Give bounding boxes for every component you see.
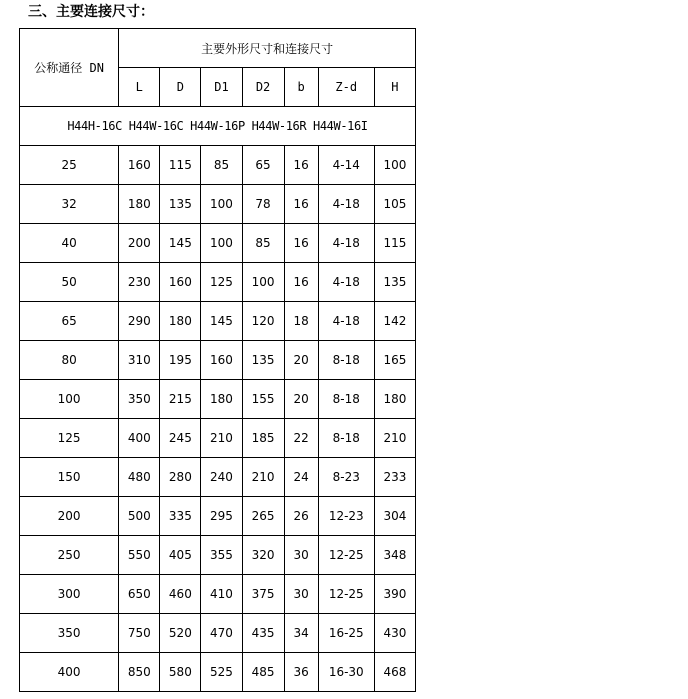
- cell-l: 550: [119, 536, 160, 575]
- cell-dn: 125: [20, 419, 119, 458]
- cell-l: 850: [119, 653, 160, 692]
- column-header-z-d: Z-d: [318, 68, 374, 107]
- cell-h: 348: [374, 536, 415, 575]
- table-row: [20, 614, 416, 653]
- cell-l: 310: [119, 341, 160, 380]
- cell-z-d: 12-23: [318, 497, 374, 536]
- column-header-d: D: [160, 68, 201, 107]
- column-header-h: H: [374, 68, 415, 107]
- cell-h: 115: [374, 224, 415, 263]
- cell-h: 135: [374, 263, 415, 302]
- cell-l: 290: [119, 302, 160, 341]
- cell-dn: 80: [20, 341, 119, 380]
- column-header-b: b: [284, 68, 318, 107]
- cell-d: 335: [160, 497, 201, 536]
- cell-d: 145: [160, 224, 201, 263]
- column-header-d2: D2: [242, 68, 284, 107]
- cell-d2: 210: [242, 458, 284, 497]
- cell-d1: 240: [201, 458, 242, 497]
- cell-b: 36: [284, 653, 318, 692]
- cell-h: 233: [374, 458, 415, 497]
- cell-d1: 355: [201, 536, 242, 575]
- cell-d2: 135: [242, 341, 284, 380]
- column-header-l: L: [119, 68, 160, 107]
- cell-b: 20: [284, 341, 318, 380]
- cell-l: 750: [119, 614, 160, 653]
- cell-z-d: 4-14: [318, 146, 374, 185]
- cell-z-d: 4-18: [318, 302, 374, 341]
- cell-d: 520: [160, 614, 201, 653]
- table-row: [20, 536, 416, 575]
- cell-h: 210: [374, 419, 415, 458]
- cell-d1: 295: [201, 497, 242, 536]
- cell-z-d: 16-25: [318, 614, 374, 653]
- cell-b: 16: [284, 185, 318, 224]
- table-row: [20, 302, 416, 341]
- cell-l: 160: [119, 146, 160, 185]
- cell-h: 390: [374, 575, 415, 614]
- cell-d2: 120: [242, 302, 284, 341]
- column-header-d1: D1: [201, 68, 242, 107]
- cell-dn: 40: [20, 224, 119, 263]
- cell-d: 115: [160, 146, 201, 185]
- cell-b: 18: [284, 302, 318, 341]
- cell-d2: 100: [242, 263, 284, 302]
- cell-z-d: 8-18: [318, 419, 374, 458]
- cell-d2: 265: [242, 497, 284, 536]
- section-title: 三、主要连接尺寸：: [28, 4, 154, 20]
- cell-dn: 300: [20, 575, 119, 614]
- cell-dn: 250: [20, 536, 119, 575]
- table-row: [20, 653, 416, 692]
- cell-d: 580: [160, 653, 201, 692]
- cell-d1: 180: [201, 380, 242, 419]
- cell-d2: 320: [242, 536, 284, 575]
- table-row: [20, 224, 416, 263]
- cell-d2: 185: [242, 419, 284, 458]
- cell-d1: 470: [201, 614, 242, 653]
- cell-l: 230: [119, 263, 160, 302]
- cell-d1: 100: [201, 185, 242, 224]
- table-row: [20, 263, 416, 302]
- cell-b: 16: [284, 224, 318, 263]
- table-row: [20, 497, 416, 536]
- cell-dn: 65: [20, 302, 119, 341]
- cell-z-d: 12-25: [318, 575, 374, 614]
- cell-d2: 78: [242, 185, 284, 224]
- table-row: [20, 575, 416, 614]
- table-row: [20, 419, 416, 458]
- model-list: H44H-16C H44W-16C H44W-16P H44W-16R H44W-16I: [20, 107, 416, 146]
- table-row: [20, 185, 416, 224]
- cell-b: 26: [284, 497, 318, 536]
- dimension-table: [19, 28, 416, 692]
- cell-d: 405: [160, 536, 201, 575]
- cell-d2: 375: [242, 575, 284, 614]
- cell-dn: 150: [20, 458, 119, 497]
- cell-d: 195: [160, 341, 201, 380]
- cell-d: 245: [160, 419, 201, 458]
- cell-h: 105: [374, 185, 415, 224]
- cell-b: 16: [284, 146, 318, 185]
- cell-d1: 145: [201, 302, 242, 341]
- cell-h: 180: [374, 380, 415, 419]
- group-header: 主要外形尺寸和连接尺寸: [119, 29, 416, 68]
- cell-b: 30: [284, 536, 318, 575]
- cell-d1: 100: [201, 224, 242, 263]
- table-row: [20, 341, 416, 380]
- cell-z-d: 8-18: [318, 341, 374, 380]
- table-row: [20, 458, 416, 497]
- cell-d1: 160: [201, 341, 242, 380]
- cell-d: 160: [160, 263, 201, 302]
- cell-d: 215: [160, 380, 201, 419]
- cell-h: 430: [374, 614, 415, 653]
- cell-l: 650: [119, 575, 160, 614]
- cell-d1: 210: [201, 419, 242, 458]
- cell-d: 460: [160, 575, 201, 614]
- cell-dn: 400: [20, 653, 119, 692]
- cell-dn: 32: [20, 185, 119, 224]
- cell-l: 350: [119, 380, 160, 419]
- cell-h: 468: [374, 653, 415, 692]
- cell-b: 34: [284, 614, 318, 653]
- cell-z-d: 12-25: [318, 536, 374, 575]
- cell-d: 135: [160, 185, 201, 224]
- cell-h: 304: [374, 497, 415, 536]
- cell-l: 200: [119, 224, 160, 263]
- cell-h: 100: [374, 146, 415, 185]
- cell-dn: 100: [20, 380, 119, 419]
- cell-d1: 410: [201, 575, 242, 614]
- cell-b: 24: [284, 458, 318, 497]
- cell-b: 30: [284, 575, 318, 614]
- cell-z-d: 8-23: [318, 458, 374, 497]
- cell-l: 500: [119, 497, 160, 536]
- cell-d2: 65: [242, 146, 284, 185]
- cell-d2: 435: [242, 614, 284, 653]
- model-row: [20, 107, 416, 146]
- cell-z-d: 16-30: [318, 653, 374, 692]
- cell-b: 22: [284, 419, 318, 458]
- cell-d2: 485: [242, 653, 284, 692]
- cell-dn: 350: [20, 614, 119, 653]
- cell-z-d: 8-18: [318, 380, 374, 419]
- cell-d1: 125: [201, 263, 242, 302]
- cell-d: 280: [160, 458, 201, 497]
- cell-l: 180: [119, 185, 160, 224]
- cell-z-d: 4-18: [318, 185, 374, 224]
- table-header-row: [20, 29, 416, 68]
- cell-l: 400: [119, 419, 160, 458]
- cell-dn: 200: [20, 497, 119, 536]
- cell-z-d: 4-18: [318, 263, 374, 302]
- cell-dn: 25: [20, 146, 119, 185]
- cell-b: 20: [284, 380, 318, 419]
- cell-h: 142: [374, 302, 415, 341]
- cell-l: 480: [119, 458, 160, 497]
- cell-h: 165: [374, 341, 415, 380]
- cell-d2: 85: [242, 224, 284, 263]
- cell-d2: 155: [242, 380, 284, 419]
- cell-d1: 525: [201, 653, 242, 692]
- dn-column-header: 公称通径 DN: [20, 29, 119, 107]
- table-row: [20, 146, 416, 185]
- table-row: [20, 380, 416, 419]
- cell-dn: 50: [20, 263, 119, 302]
- cell-z-d: 4-18: [318, 224, 374, 263]
- cell-d1: 85: [201, 146, 242, 185]
- cell-d: 180: [160, 302, 201, 341]
- cell-b: 16: [284, 263, 318, 302]
